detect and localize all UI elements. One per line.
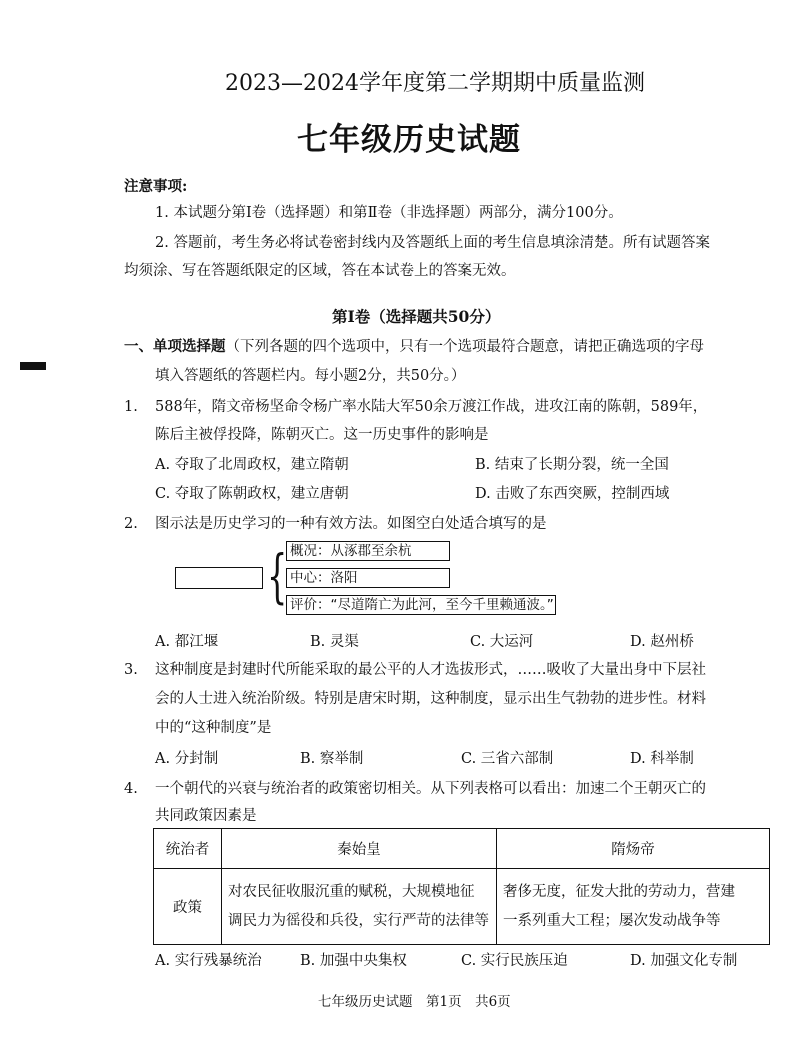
table-header-row — [154, 829, 770, 869]
cell-line: 对农民征收服沉重的赋税，大规模地征 — [228, 883, 475, 900]
option-c: C. 大运河 — [470, 634, 534, 650]
part-instructions — [124, 337, 704, 357]
section-title: 第Ⅰ卷（选择题共50分） — [332, 307, 501, 326]
margin-mark — [20, 362, 46, 370]
diagram-box-overview: 概况：从涿郡至余杭 — [286, 541, 450, 561]
question-3-stem-cont: 中的“这种制度”是 — [155, 720, 272, 736]
option-a: A. 都江堰 — [155, 634, 219, 650]
diagram-box-evaluation: 评价：“尽道隋亡为此河，至今千里赖通波。” — [286, 595, 556, 615]
option-c: C. 实行民族压迫 — [461, 953, 568, 969]
table-cell — [497, 869, 770, 945]
question-4-stem: 一个朝代的兴衰与统治者的政策密切相关。从下列表格可以看出：加速二个王朝灭亡的 — [155, 781, 706, 797]
option-a: A. 夺取了北周政权，建立隋朝 — [155, 457, 349, 473]
question-number: 2. — [124, 516, 138, 532]
option-b: B. 加强中央集权 — [300, 953, 407, 969]
notice-item-2: 2. 答题前，考生务必将试卷密封线内及答题纸上面的考生信息填涂清楚。所有试题答案 — [155, 235, 710, 251]
question-2-stem: 图示法是历史学习的一种有效方法。如图空白处适合填写的是 — [155, 516, 547, 532]
table-header-cell: 隋炀帝 — [497, 829, 770, 869]
question-number: 1. — [124, 399, 138, 415]
table-cell — [222, 869, 497, 945]
brace-icon: { — [267, 542, 288, 610]
exam-header: 2023—2024学年度第二学期期中质量监测 — [225, 71, 645, 96]
question-4-stem-cont: 共同政策因素是 — [155, 808, 257, 824]
notice-item-1: 1. 本试题分第Ⅰ卷（选择题）和第Ⅱ卷（非选择题）两部分，满分100分。 — [155, 205, 623, 221]
option-c: C. 夺取了陈朝政权，建立唐朝 — [155, 486, 349, 502]
option-b: B. 结束了长期分裂，统一全国 — [475, 457, 669, 473]
option-a: A. 实行残暴统治 — [155, 953, 262, 969]
part-description: （下列各题的四个选项中，只有一个选项最符合题意，请把正确选项的字母 — [225, 339, 704, 355]
policy-table — [153, 828, 770, 945]
part-label: 一、单项选择题 — [124, 338, 226, 355]
diagram-blank-box — [175, 567, 263, 589]
question-number: 4. — [124, 781, 138, 797]
cell-line: 一系列重大工程；屡次发动战争等 — [503, 912, 721, 929]
table-row — [154, 869, 770, 945]
page-title: 七年级历史试题 — [297, 122, 521, 158]
option-c: C. 三省六部制 — [461, 751, 554, 767]
page-footer: 七年级历史试题 第1页 共6页 — [318, 994, 511, 1010]
notice-heading: 注意事项: — [124, 178, 188, 195]
option-d: D. 击败了东西突厥，控制西域 — [475, 486, 670, 502]
option-d: D. 赵州桥 — [630, 634, 694, 650]
table-header-cell: 统治者 — [154, 829, 222, 869]
option-d: D. 加强文化专制 — [630, 953, 738, 969]
option-b: B. 灵渠 — [310, 634, 359, 650]
question-1-stem-cont: 陈后主被俘投降，陈朝灭亡。这一历史事件的影响是 — [155, 427, 489, 443]
question-3-stem: 这种制度是封建时代所能采取的最公平的人才选拔形式，……吸收了大量出身中下层社 — [155, 662, 706, 678]
question-3-stem-cont: 会的人士进入统治阶级。特别是唐宋时期，这种制度，显示出生气勃勃的进步性。材料 — [155, 691, 706, 707]
question-1-stem: 588年，隋文帝杨坚命令杨广率水陆大军50余万渡江作战，进攻江南的陈朝，589年， — [155, 399, 708, 415]
option-b: B. 察举制 — [300, 751, 364, 767]
cell-line: 调民力为徭役和兵役，实行严苛的法律等 — [228, 912, 489, 929]
part-instructions-cont: 填入答题纸的答题栏内。每小题2分，共50分。） — [155, 368, 466, 384]
option-d: D. 科举制 — [630, 751, 694, 767]
question-number: 3. — [124, 662, 138, 678]
table-header-cell: 秦始皇 — [222, 829, 497, 869]
option-a: A. 分封制 — [155, 751, 219, 767]
diagram-box-center: 中心：洛阳 — [286, 568, 450, 588]
cell-line: 奢侈无度，征发大批的劳动力，营建 — [503, 883, 735, 900]
table-cell: 政策 — [154, 869, 222, 945]
notice-item-2-cont: 均须涂、写在答题纸限定的区域，答在本试卷上的答案无效。 — [124, 263, 516, 279]
